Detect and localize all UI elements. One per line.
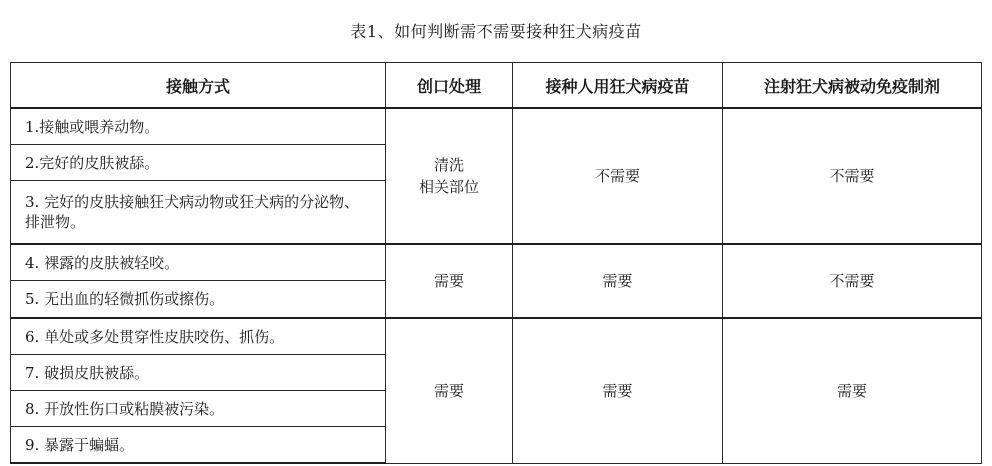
wound-treatment-line: 相关部位 <box>418 178 479 196</box>
wound-treatment-text <box>419 154 479 198</box>
header-exposure-way: 接触方式 <box>11 63 386 109</box>
header-wound-treatment: 创口处理 <box>386 63 513 109</box>
table-row <box>11 244 982 281</box>
exposure-cell: 7. 破损皮肤被舔。 <box>11 355 386 391</box>
wound-treatment-cell <box>386 108 513 244</box>
exposure-cell: 2.完好的皮肤被舔。 <box>11 145 386 181</box>
header-vaccine: 接种人用狂犬病疫苗 <box>513 63 723 109</box>
immunoglobulin-cell: 需要 <box>723 318 982 463</box>
wound-treatment-cell: 需要 <box>386 244 513 318</box>
exposure-cell: 6. 单处或多处贯穿性皮肤咬伤、抓伤。 <box>11 318 386 355</box>
header-immunoglobulin: 注射狂犬病被动免疫制剂 <box>723 63 982 109</box>
vaccine-cell: 不需要 <box>513 108 723 244</box>
exposure-cell: 5. 无出血的轻微抓伤或擦伤。 <box>11 281 386 319</box>
vaccine-cell: 需要 <box>513 244 723 318</box>
header-row <box>11 63 982 109</box>
table-row <box>11 108 982 145</box>
table-caption: 表1、如何判断需不需要接种狂犬病疫苗 <box>350 22 642 41</box>
exposure-cell: 8. 开放性伤口或粘膜被污染。 <box>11 391 386 427</box>
exposure-cell: 9. 暴露于蝙蝠。 <box>11 427 386 464</box>
wound-treatment-cell: 需要 <box>386 318 513 463</box>
exposure-cell: 3. 完好的皮肤接触狂犬病动物或狂犬病的分泌物、排泄物。 <box>11 181 386 245</box>
rabies-vaccination-table <box>10 62 982 464</box>
vaccine-cell: 需要 <box>513 318 723 463</box>
exposure-cell: 1.接触或喂养动物。 <box>11 108 386 145</box>
wound-treatment-line: 清洗 <box>433 156 464 174</box>
table-row <box>11 318 982 355</box>
immunoglobulin-cell: 不需要 <box>723 108 982 244</box>
exposure-cell: 4. 裸露的皮肤被轻咬。 <box>11 244 386 281</box>
immunoglobulin-cell: 不需要 <box>723 244 982 318</box>
